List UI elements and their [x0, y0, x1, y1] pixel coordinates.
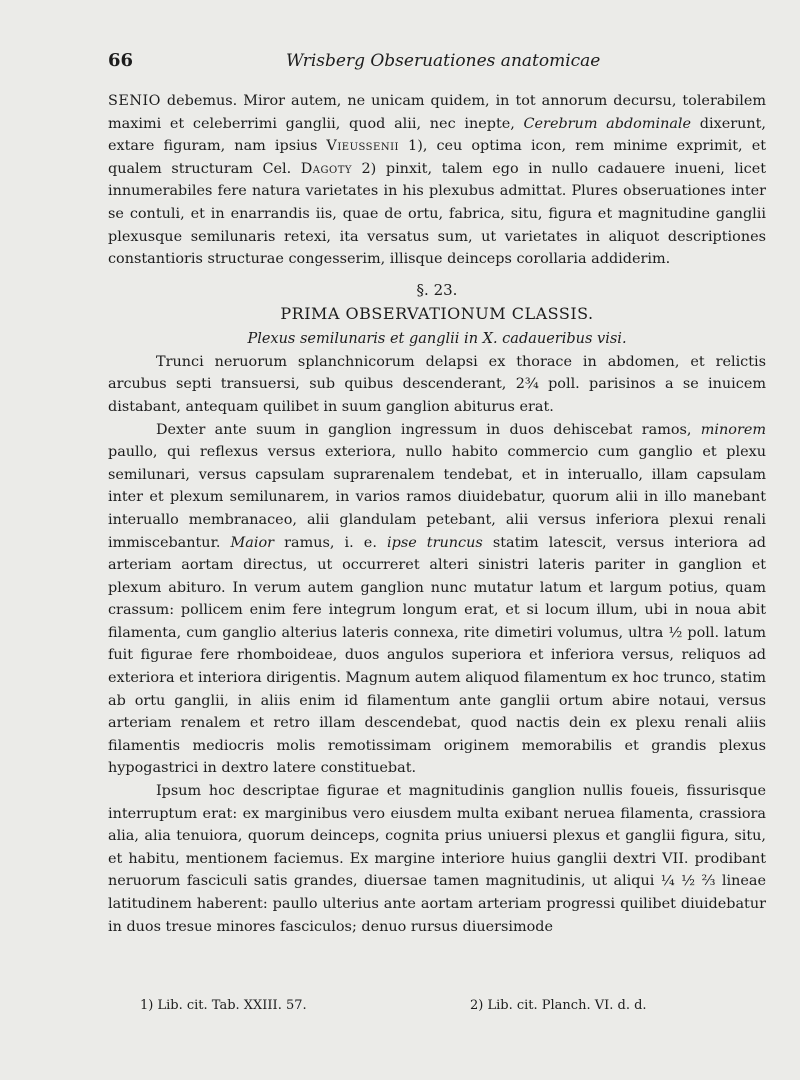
paragraph-4: Ipsum hoc descriptae figurae et magnitudinis ganglion nullis foueis, fissurisque interruptum erat: ex marginibus vero eiusdem multa exibant neruea filamenta, crassiora alia, alia tenuiora, quorum deinceps, cognita prius uniuersi plexus et ganglii figura, situ, et habitu, mentionem faciemus. Ex margine interiore huius ganglii dextri VII. prodibant neruorum fasciculi satis grandes, diuersae tamen magnitudinis, ut aliqui ¼ ½ ⅔ lineae latitudinem haberent: paullo ulterius ante aortam arteriam progressi quilibet diuidebatur in duos tresue minores fasciculos; denuo rursus diuersimode: [108, 783, 766, 935]
text-segment: 2) pinxit, talem ego in nullo cadauere inueni, licet innumerabiles fere natura varietates in his plexubus admittat. Plures obseruationes inter se contuli, et in enarrandis iis, quae de ortu, fabrica, situ, figura et magnitudine ganglii plexusque semilunaris retexi, ita versatus sum, ut varietates in aliquot descriptiones constantioris structurae congesserim, illisque deinceps corollaria addiderim.: [108, 160, 766, 268]
text-segment: Maior: [230, 534, 275, 551]
paragraph-1: [108, 90, 766, 271]
text-segment: dixerunt, extare figuram, nam ipsius: [108, 115, 766, 155]
footnotes: [140, 998, 760, 1020]
footnote-1: 1) Lib. cit. Tab. XXIII. 57.: [140, 998, 307, 1013]
body-text: [108, 90, 766, 938]
text-segment: SENIO: [108, 93, 161, 109]
paragraph-2: Trunci neruorum splanchnicorum delapsi ex thorace in abdomen, et relictis arcubus septi transuersi, sub quibus descenderant, 2¾ poll. parisinos a se inuicem distabant, antequam quilibet in suum ganglion abiturus erat.: [108, 353, 766, 415]
text-segment: statim latescit, versus interiora ad arteriam aortam directus, ut occurreret alteri sinistri lateris pariter in ganglion et plexum abituro. In verum autem ganglion nunc mutatur latum et largum potius, quam crassum: pollicem enim fere integrum longum erat, et si locum illum, ubi in noua abit filamenta, cum ganglio alterius lateris connexa, rite dimetiri volumus, ultra ½ poll. latum fuit figurae fere rhomboideae, duos angulos superiora et inferiora versus, reliquos ad exteriora et interiora dirigentis. Magnum autem aliquod filamentum ex hoc trunco, statim ab ortu ganglii, in aliis enim id filamentum ante ganglii ortum abire notaui, versus arteriam renalem et retro illam descendebat, quod nactis dein ex plexu renali aliis filamentis mediocris molis remotissimam originem memorabilis et grandis plexus hypogastrici in dextro latere constituebat.: [108, 534, 767, 777]
section-heading: PRIMA OBSERVATIONUM CLASSIS.: [280, 303, 594, 323]
text-segment: Cerebrum abdominale: [523, 115, 692, 132]
text-segment: paullo, qui reflexus versus exteriora, nullo habito commercio cum ganglio et plexu semilunari, versus capsulam suprarenalem tendebat, et in interuallo, illam capsulam inter et plexum semilunarem, in varios ramos diuidebatur, quorum alii in illo manebant interuallo membranaceo, alii glandulam petebant, alii versus inferiora plexui renali immiscebantur.: [108, 444, 766, 551]
section-subtitle: Plexus semilunaris et ganglii in X. cadaueribus visi.: [247, 330, 627, 347]
text-segment: Dagoty: [300, 160, 352, 177]
text-segment: minorem: [700, 421, 766, 438]
paragraph-3: [108, 419, 766, 781]
text-segment: 1), ceu optima icon, rem minime exprimit, et qualem structuram Cel.: [108, 138, 766, 177]
text-segment: ramus, i. e.: [274, 534, 387, 551]
section-number: §. 23.: [416, 280, 458, 299]
page-header: [108, 50, 766, 76]
text-segment: debemus. Miror autem, ne unicam quidem, in tot annorum decursu, tolerabilem maximi et celeberrimi ganglii, quod alii, nec inepte,: [108, 93, 766, 132]
running-title: Wrisberg Obseruationes anatomicae: [286, 51, 601, 71]
footnote-2: 2) Lib. cit. Planch. VI. d. d.: [470, 998, 647, 1013]
text-segment: Dexter ante suum in ganglion ingressum in duos dehiscebat ramos,: [156, 421, 701, 438]
text-segment: ipse truncus: [387, 534, 483, 551]
page-number: 66: [108, 50, 134, 71]
text-segment: Vieussenii: [326, 138, 399, 155]
